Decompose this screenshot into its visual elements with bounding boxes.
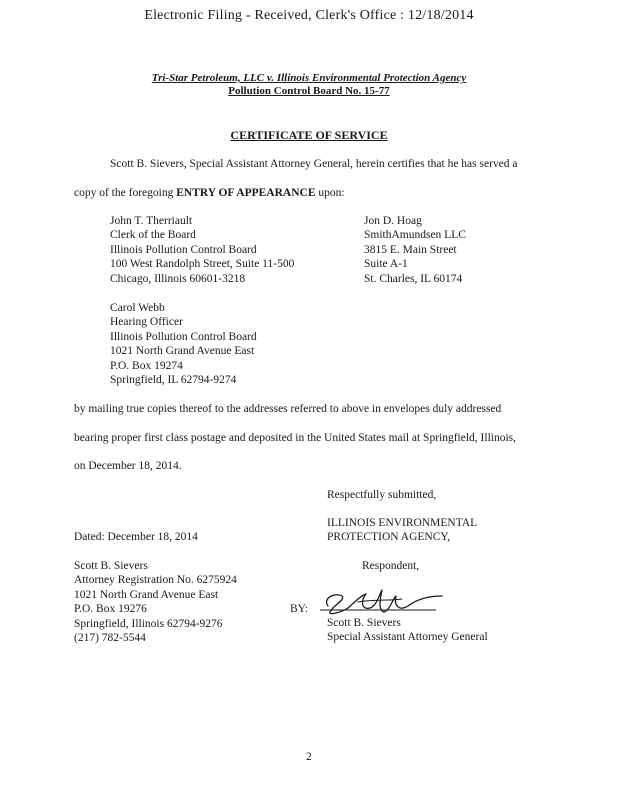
address-line: Clerk of the Board bbox=[110, 229, 196, 242]
case-docket-number: Pollution Control Board No. 15-77 bbox=[228, 85, 390, 97]
address-line: Chicago, Illinois 60601-3218 bbox=[110, 272, 246, 285]
attorney-line: Scott B. Sievers bbox=[74, 560, 148, 572]
attorney-line: 1021 North Grand Avenue East bbox=[74, 588, 219, 601]
recipient-counsel bbox=[364, 214, 466, 286]
service-line-1: by mailing true copies thereof to the addresses referred to above in envelopes duly addressed bbox=[74, 403, 502, 415]
intro-suffix: upon: bbox=[315, 187, 345, 199]
attorney-line: (217) 782-5544 bbox=[74, 631, 146, 644]
attorney-line: P.O. Box 19276 bbox=[74, 603, 147, 616]
recipient-clerk bbox=[110, 214, 294, 286]
case-caption-title: Tri-Star Petroleum, LLC v. Illinois Environmental Protection Agency bbox=[151, 72, 467, 84]
address-line: Jon D. Hoag bbox=[364, 215, 422, 227]
attorney-line: Attorney Registration No. 6275924 bbox=[74, 574, 237, 587]
dated-line: Dated: December 18, 2014 bbox=[74, 531, 198, 543]
address-line: John T. Therriault bbox=[110, 215, 193, 227]
service-line-2: bearing proper first class postage and deposited in the United States mail at Springfield, Illinois, bbox=[74, 432, 517, 444]
handwritten-signature bbox=[318, 582, 450, 618]
address-line: St. Charles, IL 60174 bbox=[364, 272, 463, 285]
respectfully-submitted: Respectfully submitted, bbox=[327, 489, 437, 501]
recipient-hearing-officer bbox=[110, 301, 257, 387]
document-name: ENTRY OF APPEARANCE bbox=[176, 187, 316, 199]
attorney-line: Springfield, Illinois 62794-9276 bbox=[74, 617, 223, 630]
intro-prefix: copy of the foregoing bbox=[74, 187, 177, 199]
address-line: 3815 E. Main Street bbox=[364, 243, 457, 256]
agency-name-line-2: PROTECTION AGENCY, bbox=[327, 531, 451, 543]
intro-line-1: Scott B. Sievers, Special Assistant Attorney General, herein certifies that he has served a bbox=[110, 158, 518, 170]
address-line: Suite A-1 bbox=[364, 258, 408, 271]
respondent-label: Respondent, bbox=[362, 560, 420, 572]
attorney-info bbox=[74, 559, 237, 645]
address-line: SmithAmundsen LLC bbox=[364, 229, 466, 242]
page-number: 2 bbox=[306, 751, 312, 763]
filing-stamp: Electronic Filing - Received, Clerk's Office : 12/18/2014 bbox=[144, 8, 474, 23]
address-line: Springfield, IL 62794-9274 bbox=[110, 373, 237, 386]
address-line: 1021 North Grand Avenue East bbox=[110, 345, 255, 358]
address-line: Illinois Pollution Control Board bbox=[110, 330, 257, 343]
address-line: Carol Webb bbox=[110, 302, 165, 314]
intro-line-2 bbox=[74, 186, 345, 200]
signer-title: Special Assistant Attorney General bbox=[327, 631, 488, 643]
by-label: BY: bbox=[290, 603, 309, 615]
certificate-title: CERTIFICATE OF SERVICE bbox=[230, 128, 388, 142]
signer-name: Scott B. Sievers bbox=[327, 617, 401, 629]
agency-name-line-1: ILLINOIS ENVIRONMENTAL bbox=[327, 517, 478, 529]
address-line: Illinois Pollution Control Board bbox=[110, 243, 257, 256]
service-line-3: on December 18, 2014. bbox=[74, 460, 182, 472]
address-line: Hearing Officer bbox=[110, 316, 183, 329]
address-line: P.O. Box 19274 bbox=[110, 359, 183, 372]
address-line: 100 West Randolph Street, Suite 11-500 bbox=[110, 258, 295, 271]
